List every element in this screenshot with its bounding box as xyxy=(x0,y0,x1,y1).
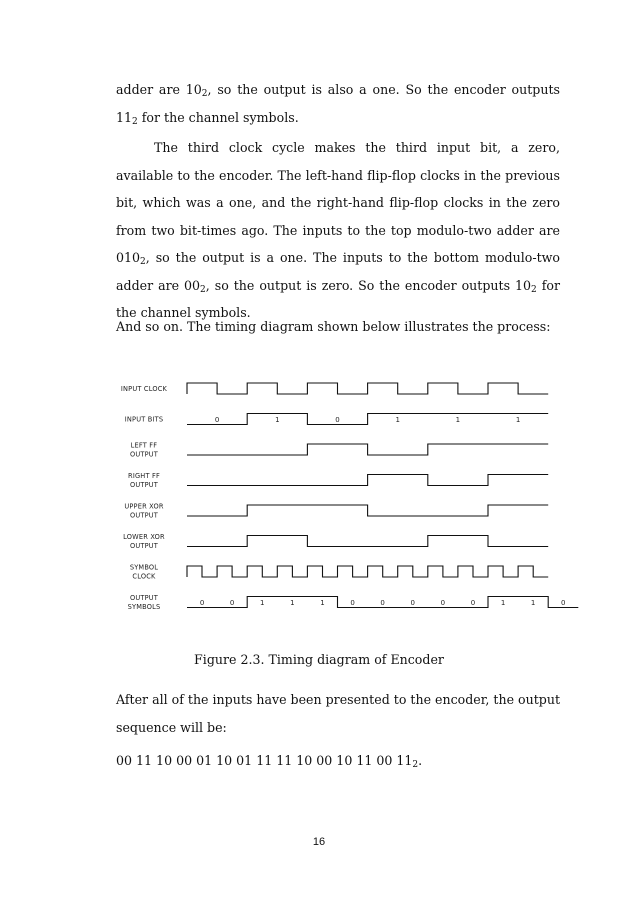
input_bits-waveform xyxy=(187,414,548,425)
right_ff-waveform xyxy=(187,475,548,486)
output_symbols-bit-label: 0 xyxy=(380,599,385,607)
para1-sub-a: 2 xyxy=(201,89,208,99)
output_symbols-bit-label: 0 xyxy=(199,599,205,607)
bit-labels xyxy=(200,416,566,607)
paragraph-2 xyxy=(116,134,560,327)
para1-sub-b: 2 xyxy=(132,116,138,127)
output_symbols-bit-label: 0 xyxy=(229,599,235,607)
input_bits-bit-label: 0 xyxy=(335,416,340,424)
para1-text-b: , so the output is also a one. So the encoder outputs 11 xyxy=(116,82,560,125)
right_ff-label-line-0: RIGHT FF xyxy=(128,472,160,480)
input_bits-bit-label: 1 xyxy=(275,416,280,424)
output-sequence xyxy=(116,747,560,775)
paragraph-4: After all of the inputs have been presented to the encoder, the output sequence will be: xyxy=(116,692,561,735)
upper_xor-label-line-1: OUTPUT xyxy=(129,511,159,520)
symbol_clock-label-line-1: CLOCK xyxy=(132,572,156,581)
lower_xor-label-line-1: OUTPUT xyxy=(129,542,159,550)
upper_xor-waveform xyxy=(187,505,548,516)
output_symbols-bit-label: 1 xyxy=(530,599,536,607)
right_ff-label-line-1: OUTPUT xyxy=(129,481,159,489)
input_bits-bit-label: 0 xyxy=(214,416,220,424)
input_clock-waveform xyxy=(187,383,548,394)
sequence-text: 00 11 10 00 01 10 01 11 11 10 00 10 11 00 11 xyxy=(116,753,413,768)
left_ff-waveform xyxy=(187,444,548,455)
input_bits-bit-label: 1 xyxy=(515,416,521,424)
output_symbols-bit-label: 0 xyxy=(410,599,415,607)
output_symbols-bit-label: 0 xyxy=(470,599,476,607)
input_bits-bit-label: 1 xyxy=(455,416,461,424)
paragraph-1 xyxy=(116,76,560,131)
signal-labels xyxy=(121,385,168,611)
input_bits-label-line-0: INPUT BITS xyxy=(124,415,164,424)
para2-text-b: , so the output is a one. The inputs to the bottom modulo-two adder are 00 xyxy=(116,250,560,293)
para1-text-c: for the channel symbols. xyxy=(137,109,299,125)
input_bits-bit-label: 1 xyxy=(395,416,400,424)
left_ff-label-line-1: OUTPUT xyxy=(129,450,159,459)
sequence-end: . xyxy=(418,753,423,768)
para2-text-a: The third clock cycle makes the third input bit, a zero, available to the encoder. The left-hand flip-flop clocks in the previous bit, which was a one, and the right-hand flip-flop clocks in the zero from two bit-times ago. The inputs to the top modulo-two adder are 010 xyxy=(116,140,560,265)
output_symbols-bit-label: 0 xyxy=(561,599,566,607)
output_symbols-bit-label: 0 xyxy=(350,599,355,607)
para2-sub-c: 2 xyxy=(531,284,537,295)
output_symbols-label-line-0: OUTPUT xyxy=(129,594,159,602)
page-number: 16 xyxy=(312,836,326,848)
para2-text-d: for the channel symbols. xyxy=(116,277,560,320)
sequence-sub: 2 xyxy=(412,760,419,770)
upper_xor-label-line-0: UPPER XOR xyxy=(124,502,164,511)
left_ff-label-line-0: LEFT FF xyxy=(130,441,158,450)
lower_xor-label-line-0: LOWER XOR xyxy=(123,533,165,541)
output_symbols-bit-label: 1 xyxy=(260,599,265,607)
paragraph-3: And so on. The timing diagram shown below illustrates the process: xyxy=(116,319,551,334)
symbol_clock-label-line-0: SYMBOL xyxy=(129,563,159,572)
para2-sub-b: 2 xyxy=(200,284,206,295)
timing-diagram xyxy=(110,374,566,624)
para1-text-a: adder are 10 xyxy=(116,82,202,97)
output_symbols-bit-label: 1 xyxy=(500,599,506,607)
symbol_clock-waveform xyxy=(187,566,548,577)
output_symbols-bit-label: 0 xyxy=(440,599,446,607)
output_symbols-bit-label: 1 xyxy=(320,599,325,607)
para2-text-c: , so the output is zero. So the encoder outputs 10 xyxy=(205,277,532,293)
lower_xor-waveform xyxy=(187,536,548,547)
input_clock-label-line-0: INPUT CLOCK xyxy=(120,385,168,393)
para2-sub-a: 2 xyxy=(140,257,146,267)
output_symbols-label-line-1: SYMBOLS xyxy=(127,603,161,611)
output_symbols-bit-label: 1 xyxy=(290,599,295,607)
figure-caption: Figure 2.3. Timing diagram of Encoder xyxy=(194,652,444,667)
